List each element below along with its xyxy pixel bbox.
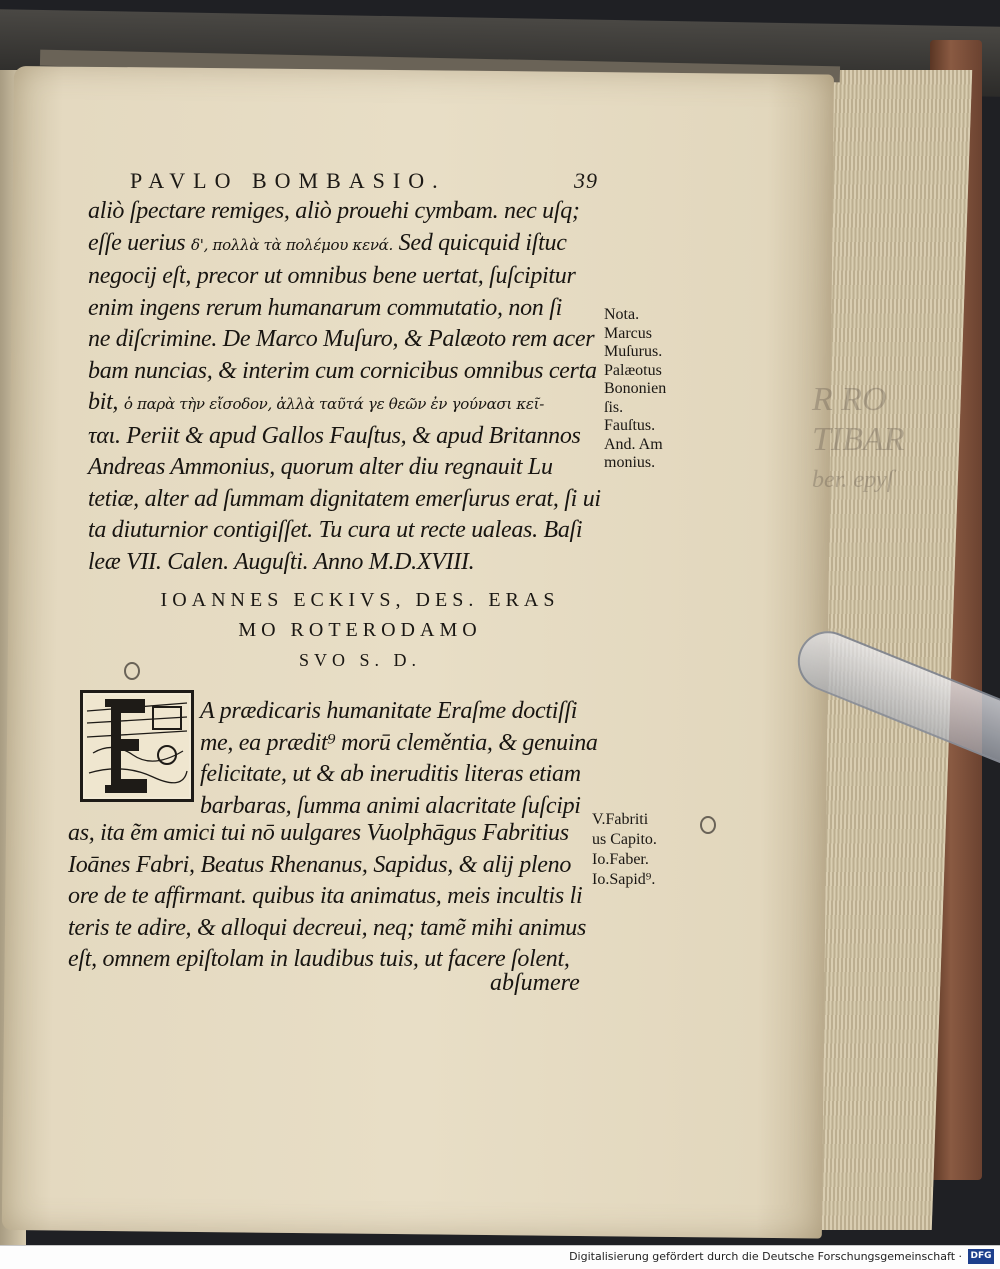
greek-text: ὁ παρὰ τὴν εἴσοδον, ἀλλὰ ταῦτά γε θεῶν ἐν γούνασι κεῖ- xyxy=(123,395,545,413)
margin-note: Muſurus. xyxy=(604,343,663,360)
text-fragment: eſſe uerius xyxy=(88,229,192,256)
text-line: ne diſcrimine. De Marco Muſuro, & Palæoto rem acer xyxy=(88,326,595,352)
text-line: enim ingens rerum humanarum commutatio, non ſi xyxy=(88,294,562,321)
text-line: tetiæ, alter ad ſummam dignitatem emerſurus erat, ſi ui xyxy=(88,485,601,512)
text-fragment: Sed quicquid iſtuc xyxy=(398,229,567,256)
text-line: leæ VII. Calen. Auguſti. Anno M.D.XVIII. xyxy=(88,548,475,575)
letter-body xyxy=(68,818,608,976)
funding-credit: Digitalisierung gefördert durch die Deutsche Forschungsgemeinschaft · xyxy=(569,1250,962,1263)
heading-line: SVO S. D. xyxy=(298,650,422,670)
decorated-initial xyxy=(80,690,194,802)
running-head xyxy=(130,168,630,194)
text-line: ore de te affirmant. quibus ita animatus, meis incultis li xyxy=(68,883,583,909)
margin-note: Bononien xyxy=(604,380,667,397)
text-line: ται. Periit & apud Gallos Fauſtus, & apud Britannos xyxy=(88,422,581,449)
text-line: aliò ſpectare remiges, aliò prouehi cymbam. nec uſq; xyxy=(88,198,580,224)
page-number: 39 xyxy=(574,168,598,193)
margin-notes-top xyxy=(604,306,694,473)
margin-note: V.Fabriti xyxy=(592,811,649,828)
margin-note: Io.Faber. xyxy=(592,851,649,868)
bleed-line: TIBAR xyxy=(812,421,905,458)
bleed-through-text xyxy=(812,380,922,500)
margin-note: Nota. xyxy=(604,306,640,323)
margin-notes-bottom xyxy=(592,810,692,890)
text-line xyxy=(88,387,628,421)
text-line: felicitate, ut & ab ineruditis literas etiam xyxy=(200,761,581,787)
margin-note: ſis. xyxy=(604,398,624,416)
woodcut-initial-icon xyxy=(83,693,191,799)
dfg-logo: DFG xyxy=(968,1249,994,1264)
text-fragment: bit, xyxy=(88,389,124,415)
text-line: barbaras, ſumma animi alacritate ſuſcipi xyxy=(200,792,581,819)
margin-note: And. Am xyxy=(604,435,663,453)
margin-note: us Capito. xyxy=(592,831,657,848)
text-line: negocij eſt, precor ut omnibus bene uertat, ſuſcipitur xyxy=(88,263,576,289)
text-line: A prædicaris humanitate Eraſme doctiſſi xyxy=(200,698,578,724)
heading-line: MO ROTERODAMO xyxy=(238,619,482,641)
text-line: Andreas Ammonius, quorum alter diu regnauit Lu xyxy=(88,454,553,480)
text-line: as, ita ẽm amici tui nō uulgares Vuolphāgus Fabritius xyxy=(68,820,569,846)
greek-text: δ', πολλὰ τὰ πολέμου κενά. xyxy=(191,235,393,254)
digitization-footer xyxy=(0,1245,1000,1269)
bleed-line: R RO xyxy=(812,381,887,418)
letter-body-top xyxy=(88,196,628,578)
text-line: bam nuncias, & interim cum cornicibus omnibus certa xyxy=(88,357,597,384)
bleed-line: ber. epyſ xyxy=(812,467,894,493)
letter-heading xyxy=(100,585,620,675)
text-line: Ioānes Fabri, Beatus Rhenanus, Sapidus, & alij pleno xyxy=(68,851,572,878)
text-line: ta diuturnior contigiſſet. Tu cura ut recte ualeas. Baſi xyxy=(88,517,583,543)
wormhole-mark xyxy=(124,662,140,680)
margin-note: Io.Sapid⁹. xyxy=(592,871,656,888)
margin-note: Fauſtus. xyxy=(604,417,656,434)
text-line xyxy=(88,228,628,262)
wormhole-mark xyxy=(700,816,716,834)
text-line: teris te adire, & alloqui decreui, neq; tamẽ mihi animus xyxy=(68,914,587,941)
margin-note: monius. xyxy=(604,454,656,471)
catchword: abſumere xyxy=(490,970,580,996)
running-head-title: PAVLO BOMBASIO. xyxy=(130,168,446,193)
margin-note: Palæotus xyxy=(604,361,662,379)
text-line: me, ea prædit⁹ morū cleměntia, & genuina xyxy=(200,729,598,756)
heading-line: IOANNES ECKIVS, DES. ERAS xyxy=(160,589,560,611)
text-line: eſt, omnem epiſtolam in laudibus tuis, ut facere ſolent, xyxy=(68,946,570,972)
margin-note: Marcus xyxy=(604,324,652,342)
letter-opening xyxy=(200,696,620,822)
